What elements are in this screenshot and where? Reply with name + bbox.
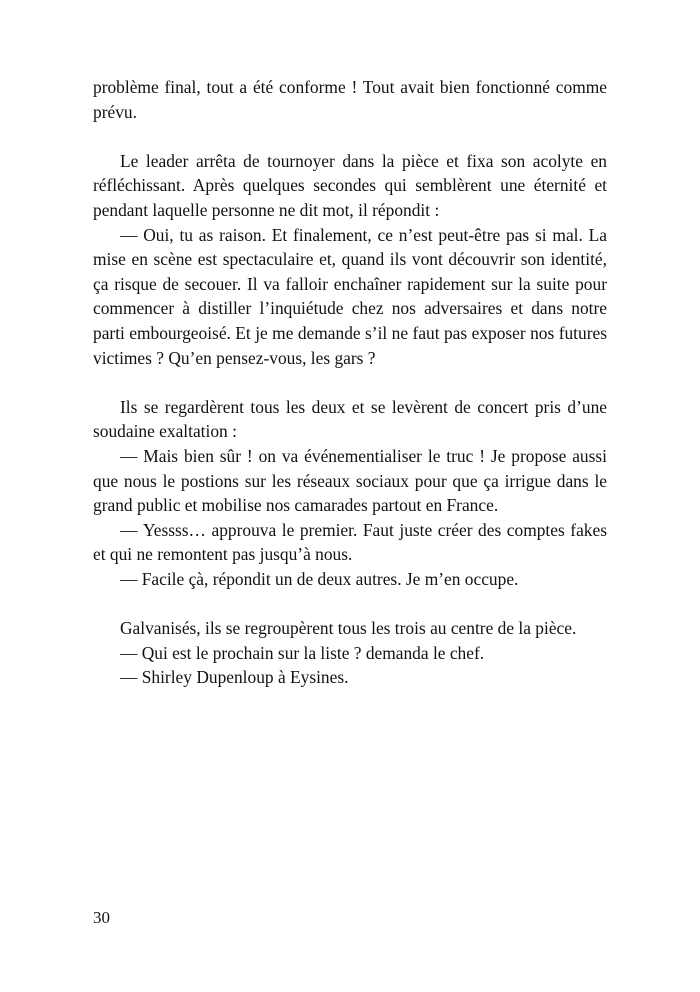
paragraph-dialogue: — Shirley Dupenloup à Eysines. <box>120 667 349 688</box>
paragraph-dialogue: — Yessss… approuva le premier. Faut juste créer des comptes fakes et qui ne remontent pas jusqu’à nous. <box>93 519 607 565</box>
paragraph: Ils se regardèrent tous les deux et se levèrent de concert pris d’une soudaine exaltation : <box>93 396 607 442</box>
paragraph-dialogue: — Mais bien sûr ! on va événementialiser le truc ! Je propose aussi que nous le postions sur les réseaux sociaux pour que ça irrigue dans le grand public et mobilise nos camarades partout en France. <box>93 445 607 516</box>
paragraph-dialogue: — Facile çà, répondit un de deux autres. Je m’en occupe. <box>120 568 519 589</box>
paragraph: Le leader arrêta de tournoyer dans la pièce et fixa son acolyte en réfléchissant. Après quelques secondes qui semblèrent une éternité et pendant laquelle personne ne dit mot, il répondit : <box>93 150 607 220</box>
page-number: 30 <box>93 908 110 927</box>
paragraph-dialogue: — Oui, tu as raison. Et finalement, ce n’est peut-être pas si mal. La mise en scène est spectaculaire et, quand ils vont découvrir son identité, ça risque de secouer. Il va falloir enchaîner rapidement sur la suite pour commencer à distiller l’inquiétude chez nos adversaires et dans notre parti embourgeoisé. Et je me demande s’il ne faut pas exposer nos futures victimes ? Qu’en pensez-vous, les gars ? <box>93 224 607 368</box>
paragraph-dialogue: — Qui est le prochain sur la liste ? demanda le chef. <box>120 642 485 663</box>
page-text <box>93 75 607 690</box>
paragraph: Galvanisés, ils se regroupèrent tous les trois au centre de la pièce. <box>120 618 577 639</box>
paragraph: problème final, tout a été conforme ! Tout avait bien fonctionné comme prévu. <box>93 77 607 122</box>
